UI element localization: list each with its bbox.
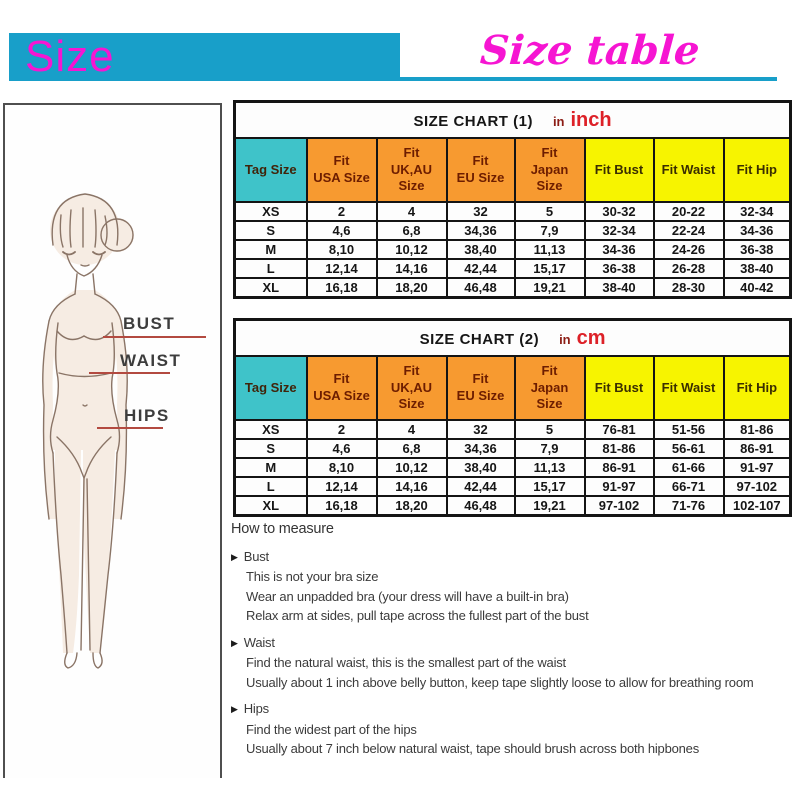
size-value-cell: 34,36 [447, 439, 515, 458]
size-value-cell: 4 [377, 420, 447, 439]
size-value-cell: 86-91 [585, 458, 654, 477]
measure-instruction-line: Find the widest part of the hips [246, 721, 417, 737]
measure-instruction-line: This is not your bra size [246, 569, 379, 584]
measure-instruction-line: Find the natural waist, this is the smallest part of the waist [246, 655, 566, 670]
size-value-cell: 36-38 [585, 259, 654, 278]
header-line: USA Size [313, 170, 370, 185]
header-line: UK,AU [390, 379, 433, 395]
unit-label: inch [570, 108, 612, 131]
size-value-cell: 20-22 [654, 202, 724, 221]
banner-underline [400, 77, 777, 81]
size-value-cell: 32-34 [585, 221, 654, 240]
size-value-cell: 4 [377, 202, 447, 221]
bullet-triangle-icon: ▶ [231, 637, 238, 648]
table-title: SIZE CHART (1) [413, 112, 533, 130]
size-value-cell: 66-71 [654, 477, 724, 496]
size-value-cell: 8,10 [307, 240, 377, 259]
header-line: Fit [472, 153, 489, 169]
size-value-cell: 51-56 [654, 420, 724, 439]
measure-heading-label: Waist [243, 634, 275, 650]
size-value-cell: 18,20 [377, 496, 447, 516]
header-cell [585, 356, 654, 420]
header-line: Fit [333, 371, 350, 387]
header-line: Tag Size [244, 161, 297, 177]
header-cell [515, 138, 585, 202]
tag-size-cell: XS [235, 420, 307, 439]
size-value-cell: 34-36 [585, 240, 654, 259]
table-row [235, 240, 791, 259]
header-cell [654, 356, 724, 420]
measure-heading [231, 547, 797, 568]
header-cell [724, 356, 791, 420]
size-value-cell: 16,18 [307, 496, 377, 516]
size-value-cell: 34,36 [447, 221, 515, 240]
left-banner-title: Size [25, 32, 115, 81]
size-value-cell: 4,6 [307, 221, 377, 240]
header-cell [307, 356, 377, 420]
size-value-cell: 22-24 [654, 221, 724, 240]
size-table [233, 100, 792, 299]
unit-prefix: in [552, 113, 565, 129]
size-value-cell: 10,12 [377, 458, 447, 477]
header-cell [307, 138, 377, 202]
unit-label: cm [576, 326, 606, 349]
header-cell [654, 138, 724, 202]
table-row [235, 439, 791, 458]
size-value-cell: 4,6 [307, 439, 377, 458]
size-value-cell: 15,17 [515, 477, 585, 496]
header-cell [447, 138, 515, 202]
size-value-cell: 19,21 [515, 496, 585, 516]
table-title-row [235, 102, 791, 139]
size-value-cell: 61-66 [654, 458, 724, 477]
header-cell [235, 138, 307, 202]
waist-label: WAIST [120, 351, 182, 370]
header-line: Fit Hip [736, 379, 778, 395]
header-line: Tag Size [244, 379, 297, 395]
size-value-cell: 38,40 [447, 458, 515, 477]
size-value-cell: 32 [447, 202, 515, 221]
header-line: Size [398, 396, 425, 412]
header-line: Size [536, 178, 563, 194]
size-value-cell: 10,12 [377, 240, 447, 259]
size-value-cell: 14,16 [377, 477, 447, 496]
table-row [235, 458, 791, 477]
size-value-cell: 18,20 [377, 278, 447, 298]
size-value-cell: 38-40 [585, 278, 654, 298]
tag-size-cell: M [235, 240, 307, 259]
size-table [233, 318, 792, 517]
size-value-cell: 8,10 [307, 458, 377, 477]
size-value-cell: 40-42 [724, 278, 791, 298]
table-header-row [235, 138, 791, 202]
header-line: Fit [541, 144, 558, 160]
size-value-cell: 81-86 [585, 439, 654, 458]
header-cell [515, 356, 585, 420]
table-row [235, 477, 791, 496]
tag-size-cell: S [235, 221, 307, 240]
size-value-cell: 30-32 [585, 202, 654, 221]
size-value-cell: 5 [515, 420, 585, 439]
tag-size-cell: M [235, 458, 307, 477]
size-value-cell: 38,40 [447, 240, 515, 259]
header-line: Japan [530, 379, 569, 395]
header-line: Size [398, 178, 425, 194]
size-value-cell: 91-97 [585, 477, 654, 496]
tag-size-cell: XL [235, 496, 307, 516]
size-value-cell: 76-81 [585, 420, 654, 439]
measure-instruction-line: Usually about 1 inch above belly button, keep tape slightly loose to allow for breathing room [246, 674, 754, 690]
table-row [235, 420, 791, 439]
header-line: Japan [530, 161, 569, 177]
size-value-cell: 15,17 [515, 259, 585, 278]
header-line: EU Size [456, 388, 505, 403]
size-value-cell: 12,14 [307, 259, 377, 278]
header-cell [377, 138, 447, 202]
size-chart-cm-table [233, 318, 789, 517]
table-row [235, 259, 791, 278]
header-line: Fit Bust [594, 379, 644, 395]
size-value-cell: 86-91 [724, 439, 791, 458]
how-to-measure-section [231, 520, 797, 759]
size-value-cell: 16,18 [307, 278, 377, 298]
unit-prefix: in [559, 331, 571, 347]
header-line: Fit [333, 153, 350, 169]
bullet-triangle-icon: ▶ [231, 551, 238, 562]
table-header-row [235, 356, 791, 420]
size-value-cell: 56-61 [654, 439, 724, 458]
size-value-cell: 24-26 [654, 240, 724, 259]
size-value-cell: 97-102 [724, 477, 791, 496]
size-value-cell: 2 [307, 202, 377, 221]
size-value-cell: 2 [307, 420, 377, 439]
size-value-cell: 36-38 [724, 240, 791, 259]
size-value-cell: 97-102 [585, 496, 654, 516]
size-value-cell: 46,48 [447, 278, 515, 298]
size-value-cell: 91-97 [724, 458, 791, 477]
size-value-cell: 28-30 [654, 278, 724, 298]
size-value-cell: 6,8 [377, 221, 447, 240]
measure-instruction-line: Relax arm at sides, pull tape across the fullest part of the bust [246, 608, 589, 623]
measure-heading-label: Bust [243, 548, 269, 564]
size-value-cell: 12,14 [307, 477, 377, 496]
header-line: Fit [541, 362, 558, 378]
size-value-cell: 14,16 [377, 259, 447, 278]
header-line: Fit Bust [594, 161, 644, 177]
size-value-cell: 6,8 [377, 439, 447, 458]
header-line: Fit Hip [736, 161, 777, 177]
header-cell [235, 356, 307, 420]
size-value-cell: 34-36 [724, 221, 791, 240]
header-line: Size [536, 396, 563, 412]
size-value-cell: 5 [515, 202, 585, 221]
measurement-figure-box [3, 103, 222, 778]
left-banner-bar [9, 33, 400, 81]
table-row [235, 221, 791, 240]
measure-instruction-line: Wear an unpadded bra (your dress will have a built-in bra) [246, 588, 569, 604]
size-value-cell: 11,13 [515, 458, 585, 477]
header-line: Fit [403, 362, 420, 378]
size-value-cell: 26-28 [654, 259, 724, 278]
table-title-cell [235, 102, 791, 139]
tag-size-cell: XS [235, 202, 307, 221]
how-to-measure-title: How to measure [231, 521, 334, 537]
size-value-cell: 42,44 [447, 259, 515, 278]
tag-size-cell: XL [235, 278, 307, 298]
header-cell [585, 138, 654, 202]
table-row [235, 202, 791, 221]
size-value-cell: 38-40 [724, 259, 791, 278]
size-value-cell: 81-86 [724, 420, 791, 439]
size-value-cell: 32 [447, 420, 515, 439]
measure-heading-label: Hips [243, 701, 269, 716]
tag-size-cell: S [235, 439, 307, 458]
bullet-triangle-icon: ▶ [231, 704, 238, 714]
tag-size-cell: L [235, 259, 307, 278]
size-value-cell: 42,44 [447, 477, 515, 496]
tag-size-cell: L [235, 477, 307, 496]
header-line: Fit Waist [661, 379, 716, 395]
bust-label: BUST [123, 314, 176, 333]
table-row [235, 496, 791, 516]
header-line: EU Size [456, 170, 505, 185]
woman-figure-illustration [5, 105, 220, 776]
size-value-cell: 19,21 [515, 278, 585, 298]
size-value-cell: 11,13 [515, 240, 585, 259]
size-value-cell: 46,48 [447, 496, 515, 516]
header-line: Fit [403, 144, 420, 160]
header-cell [724, 138, 791, 202]
measure-instruction-line: Usually about 7 inch below natural waist, tape should brush across both hipbones [246, 741, 700, 756]
size-value-cell: 7,9 [515, 221, 585, 240]
table-title-cell [235, 320, 791, 357]
hips-label: HIPS [124, 406, 170, 425]
measure-heading [231, 633, 797, 654]
header-line: USA Size [313, 388, 370, 403]
header-cell [377, 356, 447, 420]
measure-heading [231, 699, 797, 720]
size-value-cell: 32-34 [724, 202, 791, 221]
size-chart-inch-table [233, 100, 789, 299]
table-row [235, 278, 791, 298]
header-line: UK,AU [390, 161, 433, 177]
size-value-cell: 71-76 [654, 496, 724, 516]
size-value-cell: 102-107 [724, 496, 791, 516]
header-cell [447, 356, 515, 420]
table-title-row [235, 320, 791, 357]
header-line: Fit [472, 371, 489, 387]
table-title: SIZE CHART (2) [419, 330, 540, 348]
right-banner-title: Size table [478, 26, 702, 74]
header-line: Fit Waist [661, 161, 716, 177]
size-value-cell: 7,9 [515, 439, 585, 458]
